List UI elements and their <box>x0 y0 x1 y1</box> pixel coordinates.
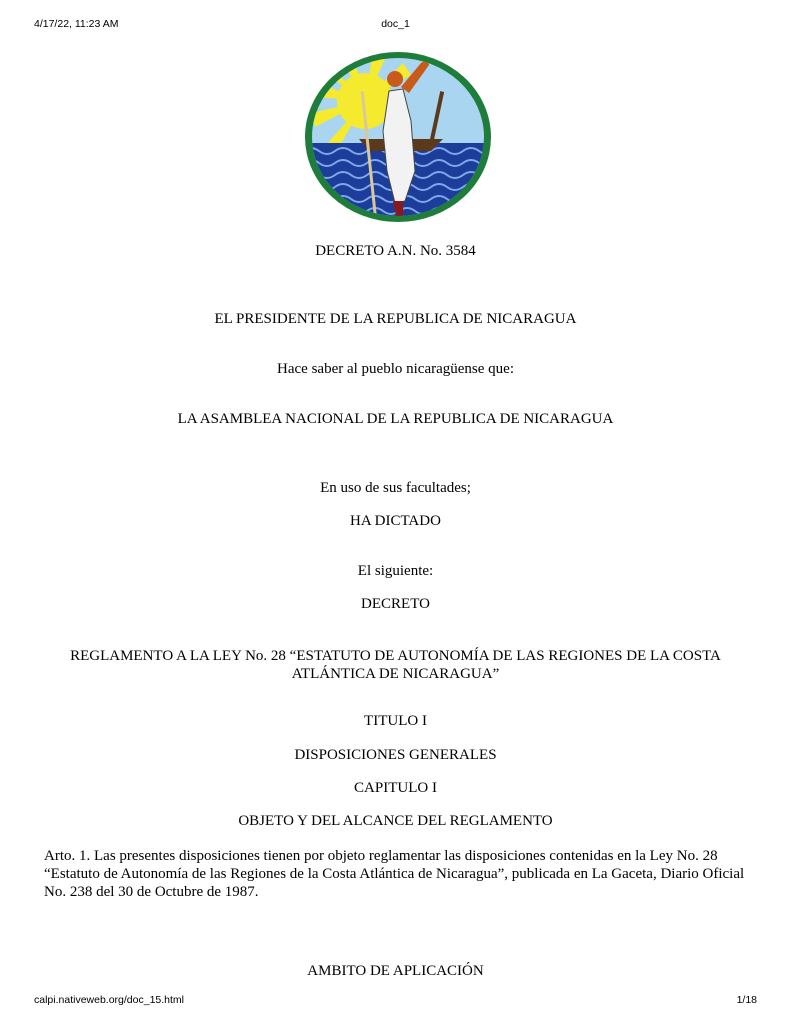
ha-dictado-line: HA DICTADO <box>350 513 441 529</box>
objeto-heading: OBJETO Y DEL ALCANCE DEL REGLAMENTO <box>238 813 553 829</box>
article-1-paragraph: Arto. 1. Las presentes disposiciones tienen por objeto reglamentar las disposiciones contenidas en la Ley No. 28 “Estatuto de Autonomía de las Regiones de la Costa Atlántica de Nicaragua”, publicada en La Gaceta, Diario Oficial No. 238 del 30 de Octubre de 1987. <box>44 848 745 900</box>
disposiciones-heading: DISPOSICIONES GENERALES <box>294 747 497 763</box>
el-siguiente-line: El siguiente: <box>357 563 434 579</box>
decree-number: DECRETO A.N. No. 3584 <box>315 243 476 259</box>
asamblea-line: LA ASAMBLEA NACIONAL DE LA REPUBLICA DE NICARAGUA <box>177 411 614 427</box>
print-doc-title: doc_1 <box>381 18 410 30</box>
reglamento-title: REGLAMENTO A LA LEY No. 28 “ESTATUTO DE AUTONOMÍA DE LAS REGIONES DE LA COSTA ATLÁNTICA DE NICARAGUA” <box>70 648 721 682</box>
ambito-heading: AMBITO DE APLICACIÓN <box>307 963 484 979</box>
print-datetime: 4/17/22, 11:23 AM <box>34 18 119 30</box>
print-page-counter: 1/18 <box>736 994 757 1006</box>
president-line: EL PRESIDENTE DE LA REPUBLICA DE NICARAGUA <box>214 311 577 327</box>
capitulo-heading: CAPITULO I <box>354 780 437 796</box>
decreto-heading: DECRETO <box>361 596 430 612</box>
en-uso-line: En uso de sus facultades; <box>320 480 471 496</box>
hace-saber-line: Hace saber al pueblo nicaragüense que: <box>277 361 514 377</box>
nicaragua-autonomy-emblem-icon <box>303 51 493 223</box>
print-url: calpi.nativeweb.org/doc_15.html <box>34 994 185 1006</box>
titulo-heading: TITULO I <box>364 713 427 729</box>
